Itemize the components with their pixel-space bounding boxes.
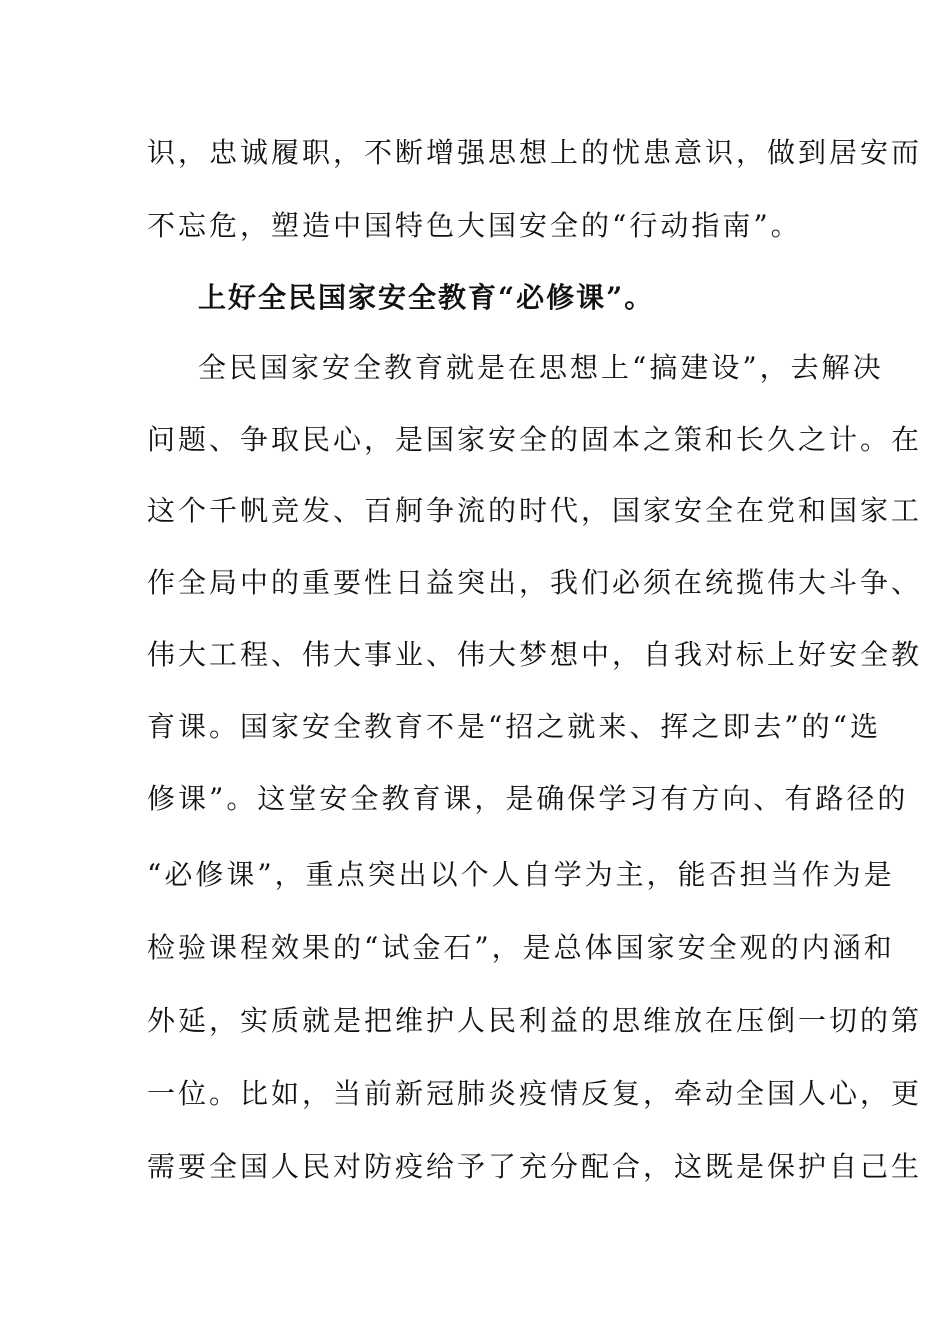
body-line: 这个千帆竞发、百舸争流的时代，国家安全在党和国家工	[147, 494, 923, 527]
body-line: 不忘危，塑造中国特色大国安全的“行动指南”。	[147, 209, 802, 242]
body-line: 外延，实质就是把维护人民利益的思维放在压倒一切的第	[147, 1004, 923, 1037]
section-heading: 上好全民国家安全教育“必修课”。	[198, 281, 655, 314]
body-line: 全民国家安全教育就是在思想上“搞建设”，去解决	[198, 351, 884, 384]
body-line: 一位。比如，当前新冠肺炎疫情反复，牵动全国人心，更	[147, 1077, 923, 1110]
body-line: 修课”。这堂安全教育课，是确保学习有方向、有路径的	[147, 782, 909, 815]
body-line: 问题、争取民心，是国家安全的固本之策和长久之计。在	[147, 423, 923, 456]
body-line: 需要全国人民对防疫给予了充分配合，这既是保护自己生	[147, 1150, 923, 1183]
body-line: 检验课程效果的“试金石”，是总体国家安全观的内涵和	[147, 931, 895, 964]
body-line: 育课。国家安全教育不是“招之就来、挥之即去”的“选	[147, 710, 881, 743]
body-line: 作全局中的重要性日益突出，我们必须在统揽伟大斗争、	[147, 566, 923, 599]
body-line: 识，忠诚履职，不断增强思想上的忧患意识，做到居安而	[147, 136, 923, 169]
body-line: 伟大工程、伟大事业、伟大梦想中，自我对标上好安全教	[147, 638, 923, 671]
body-line: “必修课”，重点突出以个人自学为主，能否担当作为是	[147, 858, 895, 891]
